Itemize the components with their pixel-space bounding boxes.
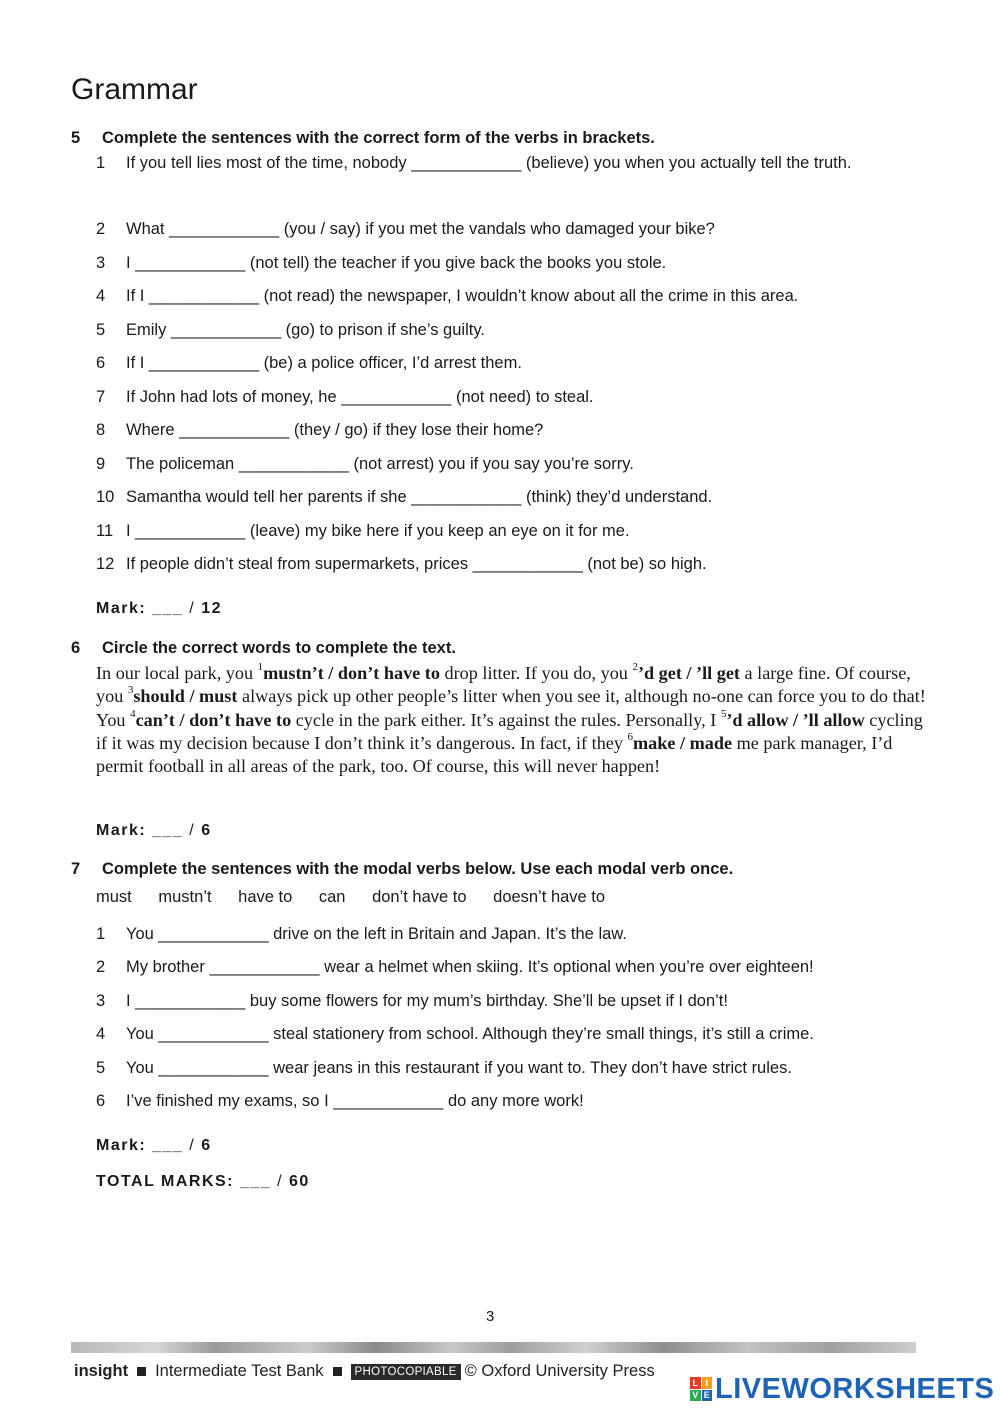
total-label: TOTAL MARKS: ___ <box>96 1173 272 1190</box>
item-number: 3 <box>96 992 106 1010</box>
exercise-6-instruction <box>71 637 931 659</box>
passage-text: drop litter. If you do, you <box>439 663 633 683</box>
photocopiable-badge: PHOTOCOPIABLE <box>351 1364 461 1380</box>
brand-name: insight <box>74 1362 129 1380</box>
item-text: You ____________ drive on the left in Britain and Japan. It’s the law. <box>126 925 627 943</box>
item-text: What ____________ (you / say) if you met the vandals who damaged your bike? <box>126 220 715 238</box>
item-text: I ____________ (leave) my bike here if you keep an eye on it for me. <box>126 522 630 540</box>
mark-separator: / <box>189 600 196 617</box>
word-bank-item: doesn’t have to <box>493 888 606 906</box>
item-text: I’ve finished my exams, so I ____________ do any more work! <box>126 1092 584 1110</box>
mark-total: 6 <box>201 822 212 839</box>
gap-number: 4 <box>130 707 136 720</box>
word-bank-item: mustn’t <box>158 888 212 906</box>
item-number: 2 <box>96 958 106 976</box>
exercise-7-instruction <box>71 858 931 880</box>
exercise-6-mark <box>96 820 212 842</box>
item-text: Samantha would tell her parents if she ____________ (think) they’d understand. <box>126 488 713 506</box>
exercise-6-passage <box>96 662 926 778</box>
mark-label: Mark: ___ <box>96 822 184 839</box>
item-text: I ____________ (not tell) the teacher if you give back the books you stole. <box>126 254 667 272</box>
item-number: 7 <box>96 388 106 406</box>
total-value: 60 <box>289 1173 310 1190</box>
mark-total: 6 <box>201 1137 212 1154</box>
item-text: Where ____________ (they / go) if they lose their home? <box>126 421 544 439</box>
word-bank-item: have to <box>238 888 293 906</box>
exercise-7-mark <box>96 1135 212 1157</box>
gap-number: 6 <box>627 730 634 743</box>
answer-choice[interactable]: mustn’t / don’t have to <box>263 663 440 683</box>
exercise-5-instruction <box>71 127 931 149</box>
item-text: If John had lots of money, he ____________ (not need) to steal. <box>126 388 594 406</box>
mark-label: Mark: ___ <box>96 600 184 617</box>
item-text: I ____________ buy some flowers for my mum’s birthday. She’ll be upset if I don’t! <box>126 992 728 1010</box>
list-item <box>96 148 926 179</box>
publisher-name: © Oxford University Press <box>464 1362 655 1380</box>
logo-letter: L <box>690 1377 701 1389</box>
liveworksheets-logo-icon <box>690 1377 712 1401</box>
item-text: If I ____________ (not read) the newspaper, I wouldn’t know about all the crime in this area. <box>126 287 799 305</box>
item-text: If people didn’t steal from supermarkets, prices ____________ (not be) so high. <box>126 555 707 573</box>
instruction-text: Complete the sentences with the correct form of the verbs in brackets. <box>102 129 655 147</box>
watermark-text: LIVEWORKSHEETS <box>715 1373 995 1405</box>
instruction-text: Circle the correct words to complete the text. <box>102 639 456 657</box>
item-number: 2 <box>96 220 106 238</box>
item-number: 1 <box>96 154 106 172</box>
liveworksheets-watermark[interactable] <box>690 1374 994 1404</box>
word-bank-item: can <box>318 888 346 906</box>
item-number: 9 <box>96 455 106 473</box>
mark-separator: / <box>189 822 196 839</box>
mark-separator: / <box>189 1137 196 1154</box>
item-number: 10 <box>96 488 115 506</box>
answer-choice[interactable]: can’t / don’t have to <box>135 709 292 730</box>
mark-label: Mark: ___ <box>96 1137 184 1154</box>
item-text: If I ____________ (be) a police officer, I’d arrest them. <box>126 354 522 372</box>
exercise-5-mark <box>96 598 222 620</box>
series-name: Intermediate Test Bank <box>155 1362 324 1380</box>
item-number: 6 <box>96 1092 106 1110</box>
item-number: 12 <box>96 555 115 573</box>
item-number: 3 <box>96 254 106 272</box>
mark-total: 12 <box>201 600 222 617</box>
logo-letter: E <box>702 1390 713 1402</box>
passage-text: cycle in the park either. It’s against the rules. Personally, I <box>291 709 721 730</box>
word-bank <box>96 886 627 908</box>
item-number: 5 <box>96 321 106 339</box>
passage-text: always pick up other people’s litter when you see it, although no-one can force you to do that! You <box>96 686 926 730</box>
item-text: The policeman ____________ (not arrest) you if you say you’re sorry. <box>126 455 634 473</box>
logo-letter: V <box>690 1390 701 1402</box>
page-number: 3 <box>486 1308 495 1325</box>
passage-text: a large fine. Of course, you <box>96 663 911 707</box>
item-text: My brother ____________ wear a helmet when skiing. It’s optional when you’re over eighteen! <box>126 958 814 976</box>
item-number: 5 <box>96 1059 106 1077</box>
passage-text: In our local park, you <box>96 663 258 683</box>
answer-choice[interactable]: should / must <box>133 686 238 707</box>
gap-number: 3 <box>127 684 134 697</box>
footer-decorative-band <box>71 1342 916 1353</box>
square-bullet-icon <box>137 1367 146 1376</box>
item-number: 6 <box>96 354 106 372</box>
word-bank-item: don’t have to <box>372 888 467 906</box>
exercise-number: 6 <box>71 639 81 657</box>
exercise-number: 7 <box>71 860 81 878</box>
page-title: Grammar <box>71 73 198 106</box>
item-number: 1 <box>96 925 106 943</box>
item-text: Emily ____________ (go) to prison if she’s guilty. <box>126 321 485 339</box>
item-number: 8 <box>96 421 106 439</box>
instruction-text: Complete the sentences with the modal verbs below. Use each modal verb once. <box>102 860 734 878</box>
answer-choice[interactable]: make / made <box>633 732 733 753</box>
logo-letter: I <box>702 1377 713 1389</box>
item-number: 4 <box>96 287 106 305</box>
item-text: You ____________ wear jeans in this restaurant if you want to. They don’t have strict rules. <box>126 1059 792 1077</box>
exercise-number: 5 <box>71 129 81 147</box>
gap-number: 2 <box>632 660 638 673</box>
answer-choice[interactable]: ’d get / ’ll get <box>637 663 740 683</box>
passage-text: me park manager, I’d permit football in all areas of the park, too. Of course, this will never happen! <box>96 732 893 777</box>
word-bank-item: must <box>96 888 132 906</box>
answer-choice[interactable]: ’d allow / ’ll allow <box>726 709 865 730</box>
item-number: 4 <box>96 1025 106 1043</box>
footer <box>74 1362 655 1381</box>
item-text: You ____________ steal stationery from school. Although they’re small things, it’s still a crime. <box>126 1025 814 1043</box>
gap-number: 5 <box>720 707 727 720</box>
item-text: If you tell lies most of the time, nobody ____________ (believe) you when you actually tell the truth. <box>126 154 852 172</box>
item-number: 11 <box>96 522 114 540</box>
square-bullet-icon <box>333 1367 342 1376</box>
total-marks <box>96 1171 310 1193</box>
gap-number: 1 <box>257 660 264 673</box>
passage-text: cycling if it was my decision because I don’t think it’s dangerous. In fact, if they <box>96 709 923 753</box>
total-separator: / <box>277 1173 284 1190</box>
